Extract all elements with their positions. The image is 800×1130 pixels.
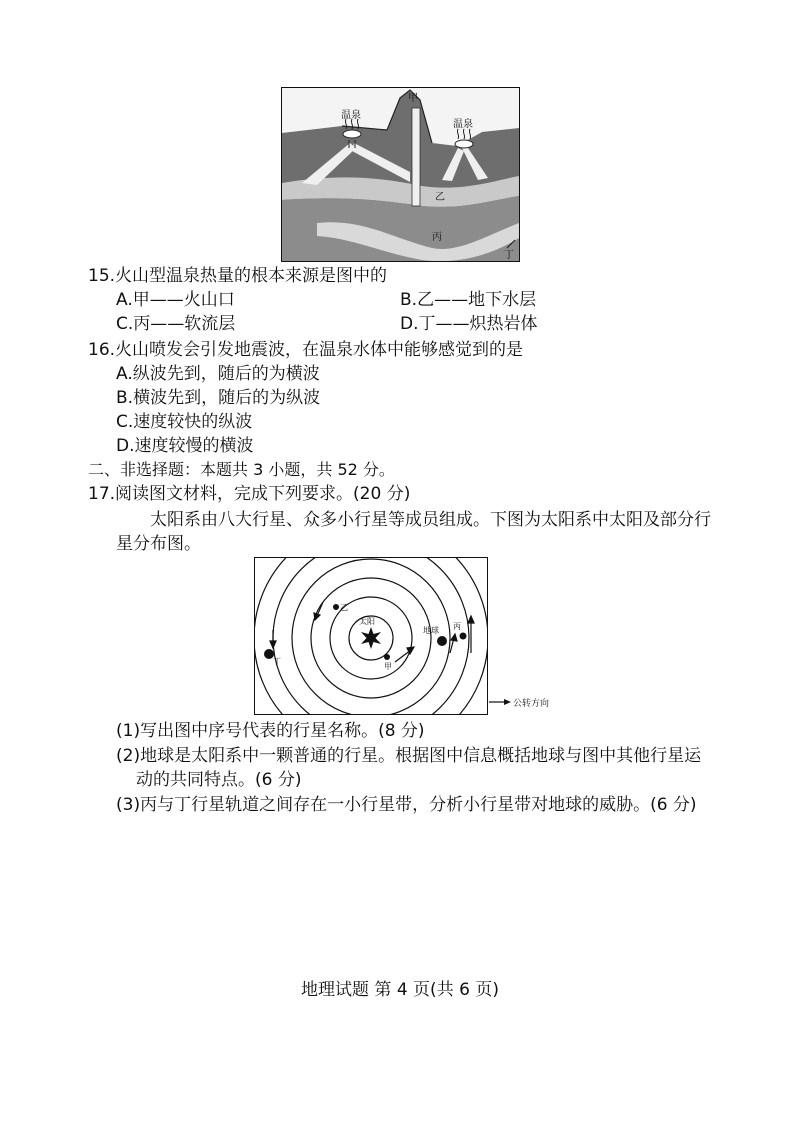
label-jia: 甲: [384, 662, 392, 671]
label-yi: 乙: [340, 603, 348, 612]
q16-option-a: A.纵波先到，随后的为横波: [116, 364, 320, 384]
q16-option-b: B.横波先到，随后的为纵波: [116, 388, 321, 408]
planet-jia: [384, 654, 390, 660]
label-bing: 丙: [432, 232, 442, 243]
planet-bing: [460, 633, 467, 640]
planet-earth: [437, 636, 447, 646]
q15-stem: 15.火山型温泉热量的根本来源是图中的: [88, 266, 388, 286]
label-earth: 地球: [423, 626, 439, 635]
q17-sub2-line1: (2)地球是太阳系中一颗普通的行星。根据图中信息概括地球与图中其他行星运: [116, 746, 702, 766]
orbit-direction-legend: [489, 694, 549, 710]
label-yi: 乙: [435, 192, 445, 203]
label-sun: 太阳: [359, 617, 375, 626]
label-jia: 甲: [408, 93, 418, 104]
label-ding: 丁: [504, 250, 514, 261]
page-footer: 地理试题 第 4 页(共 6 页): [301, 980, 499, 1000]
volcano-figure: [281, 87, 520, 262]
q17-sub3: (3)丙与丁行星轨道之间存在一小行星带，分析小行星带对地球的威胁。(6 分): [116, 795, 697, 815]
solar-system-diagram: [255, 558, 487, 714]
q17-stem: 17.阅读图文材料，完成下列要求。(20 分): [88, 484, 411, 504]
q16-stem: 16.火山喷发会引发地震波，在温泉水体中能够感觉到的是: [88, 340, 524, 360]
q16-option-d: D.速度较慢的横波: [116, 436, 254, 456]
legend-text: 公转方向: [513, 698, 550, 709]
label-hot-spring-left: 温泉: [341, 110, 361, 121]
label-bing: 丙: [453, 622, 461, 631]
solar-system-figure: [254, 557, 488, 715]
q17-material-line2: 星分布图。: [116, 534, 201, 554]
label-hot-spring-right: 温泉: [453, 119, 473, 130]
q15-option-a: A.甲——火山口: [116, 290, 235, 310]
q17-sub1: (1)写出图中序号代表的行星名称。(8 分): [116, 721, 425, 741]
q15-option-c: C.丙——软流层: [116, 314, 236, 334]
q17-material-line1: 太阳系由八大行星、众多小行星等成员组成。下图为太阳系中太阳及部分行: [150, 510, 711, 530]
section2-heading: 二、非选择题：本题共 3 小题，共 52 分。: [88, 460, 395, 479]
arrow-right-icon: [489, 697, 511, 707]
q15-option-b: B.乙——地下水层: [400, 290, 537, 310]
sun-icon: [361, 627, 381, 649]
volcano-cross-section: [282, 88, 519, 261]
q16-option-c: C.速度较快的纵波: [116, 412, 253, 432]
q17-sub2-line2: 动的共同特点。(6 分): [136, 770, 302, 790]
planet-yi: [333, 604, 339, 610]
q15-option-d: D.丁——炽热岩体: [400, 314, 538, 334]
label-ding: 丁: [273, 657, 281, 666]
